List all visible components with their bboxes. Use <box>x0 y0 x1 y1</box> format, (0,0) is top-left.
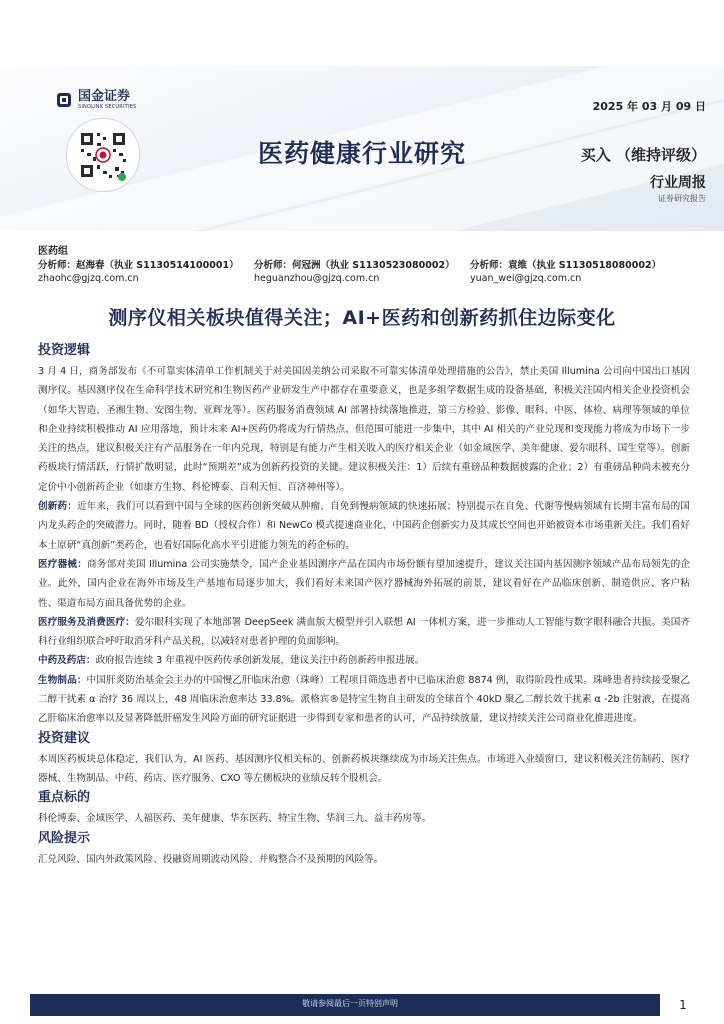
report-body <box>38 341 690 869</box>
medical-devices-paragraph <box>38 555 690 613</box>
biologics-text: 中国肝炎防治基金会主办的中国慢乙肝临床治愈（珠峰）工程项目筛选患者中已临床治愈 8874 例，取得阶段性成果。珠峰患者持续接受聚乙二醇干扰素 α 治疗 36 周以上，48 周临床治愈率达 33.8%。派格宾®是特宝生物自主研发的全球首个 40kD 聚乙二醇长效干扰素 α -2b 注射液，在提高乙肝临床治愈率以及显著降低肝癌发生风险方面的研究证据进一步得到专家和患者的认可，产品持续放量，建议持续关注公司商业化推进进度。 <box>38 674 690 725</box>
innovative-drug-text: 近年来，我们可以看到中国与全球的医药创新突破从肿瘤、自免到慢病领域的快速拓展；特别提示在自免、代谢等慢病领域有长期丰富布局的国内龙头药企的突破潜力。同时，随着 BD（授权合作）和 NewCo 模式提速商业化，中国药企创新实力及其成长空间也开始被资本市场重新关注。我们看好本土原研“真创新”类药企，也看好国际化高水平引进能力领先的药企标的。 <box>38 501 691 551</box>
rating-label: 买入 （维持评级） <box>580 146 706 164</box>
footer-disclaimer[interactable]: 敬请参阅最后一页特别声明 <box>302 999 398 1008</box>
medical-devices-text: 商务部对美国 Illumina 公司实施禁令，国产企业基因测序产品在国内市场份额有望加速提升，建议关注国内基因测序领域产品布局领先的企业。此外，国内企业在海外市场及生产基地布局逐步加大，我们看好未来国产医疗器械海外拓展的前景，建议看好在产品临床创新、制造供应、客户粘性、渠道布局方面具备优势的企业。 <box>38 558 691 609</box>
report-date: 2025 年 03 月 09 日 <box>592 100 706 113</box>
medical-services-text: 爱尔眼科实现了本地部署 DeepSeek 满血版大模型并引入联想 AI 一体机方案，进一步推动人工智能与数字眼科融合共振。美国齐科行业组织联合呼吁取消牙科产品关税，以减轻对患者护理的负面影响。 <box>38 616 691 648</box>
brand-name-en: SINOLINK SECURITIES <box>78 104 137 110</box>
report-subtitle: 证券研究报告 <box>658 194 706 203</box>
tcm-label: 中药及药店： <box>38 655 96 667</box>
biologics-label: 生物制品： <box>38 674 87 686</box>
brand-name-cn: 国金证券 <box>78 89 131 104</box>
advice-paragraph: 本周医药板块总体稳定，我们认为，AI 医药、基因测序仪相关标的、创新药板块继续成为市场关注焦点。市场进入业绩窗口，建议积极关注仿制药、医疗器械、生物制品、中药、药店、医疗服务、CXO 等左侧板块的业绩反转个股机会。 <box>38 753 690 784</box>
medical-services-paragraph <box>38 613 690 652</box>
qr-code-icon <box>67 119 139 191</box>
logic-paragraph: 3 月 4 日，商务部发布《不可靠实体清单工作机制关于对美国因美纳公司采取不可靠实体清单处理措施的公告》，禁止美国 Illumina 公司向中国出口基因测序仪。基因测序仪在生命科学技术研究和生物医药产业研发生产中都存在重要意义，也是多组学数据生成的设备基础，积极关注国内相关企业投资机会（如华大智造、圣湘生物、安图生物、亚辉龙等）。医药服务消费领域 AI 部署持续落地推进，第三方检验、影像、眼科、中医、体检、病理等领域的单位和企业持续积极推动 AI 应用落地，预计未来 AI+医药仍将成为行情热点，但范围可能进一步集中，其中 AI 相关的产业兑现和变现能力将成为市场下一步关注的热点，建议积极关注有产品服务在一年内兑现，特别是有能力产生相关收入的医疗相关企业（如金域医学、美年健康、爱尔眼科、国生堂等）。创新药板块行情活跃，行情扩散明显，此时“预期差”成为创新药投资的关键。建议积极关注：1）后续有重磅品种数据披露的企业；2）有重磅品种尚未被充分定价中小创新药企业（如康方生物、科伦博泰、百利天恒、百济神州等）。 <box>38 366 690 493</box>
section-title-logic: 投资逻辑 <box>38 343 91 358</box>
section-title-targets: 重点标的 <box>38 790 91 806</box>
report-headline: 测序仪相关板块值得关注；AI+医药和创新药抓住边际变化 <box>108 307 616 329</box>
brand-logo <box>56 90 136 110</box>
page-number: 1 <box>660 994 706 1016</box>
analyst-2: 分析师：何冠洲（执业 S1130523080002） <box>254 260 455 271</box>
risk-paragraph: 汇兑风险、国内外政策风险、投融资周期波动风险、并购整合不及预期的风险等。 <box>38 853 384 865</box>
section-title-advice: 投资建议 <box>38 730 91 746</box>
analyst-1: 分析师：赵海春（执业 S1130514100001） <box>38 260 239 271</box>
report-title: 医药健康行业研究 <box>258 139 467 168</box>
targets-paragraph: 科伦博泰、金域医学、人福医药、美年健康、华东医药、特宝生物、华润三九、益丰药房等。 <box>38 813 432 825</box>
innovative-drug-paragraph <box>38 497 690 555</box>
innovative-drug-label: 创新药： <box>38 501 77 513</box>
sinolink-logo-icon <box>56 92 72 108</box>
section-title-risk: 风险提示 <box>38 830 91 846</box>
analyst-3: 分析师：袁维（执业 S1130518080002） <box>470 260 662 271</box>
analyst-2-email[interactable]: heguanzhou@gjzq.com.cn <box>254 273 380 284</box>
analyst-3-email[interactable]: yuan_wei@gjzq.com.cn <box>470 273 582 284</box>
biologics-paragraph <box>38 671 690 729</box>
analyst-1-email[interactable]: zhaohc@gjzq.com.cn <box>38 273 139 284</box>
analyst-group: 医药组 <box>38 246 68 257</box>
tcm-paragraph <box>38 651 690 670</box>
qr-code <box>66 118 140 192</box>
medical-devices-label: 医疗器械： <box>38 558 87 570</box>
tcm-text: 政府报告连续 3 年重视中医药传承创新发展，建议关注中药创新药申报进展。 <box>95 655 425 667</box>
report-type: 行业周报 <box>650 175 706 191</box>
medical-services-label: 医疗服务及消费医疗： <box>38 616 135 628</box>
